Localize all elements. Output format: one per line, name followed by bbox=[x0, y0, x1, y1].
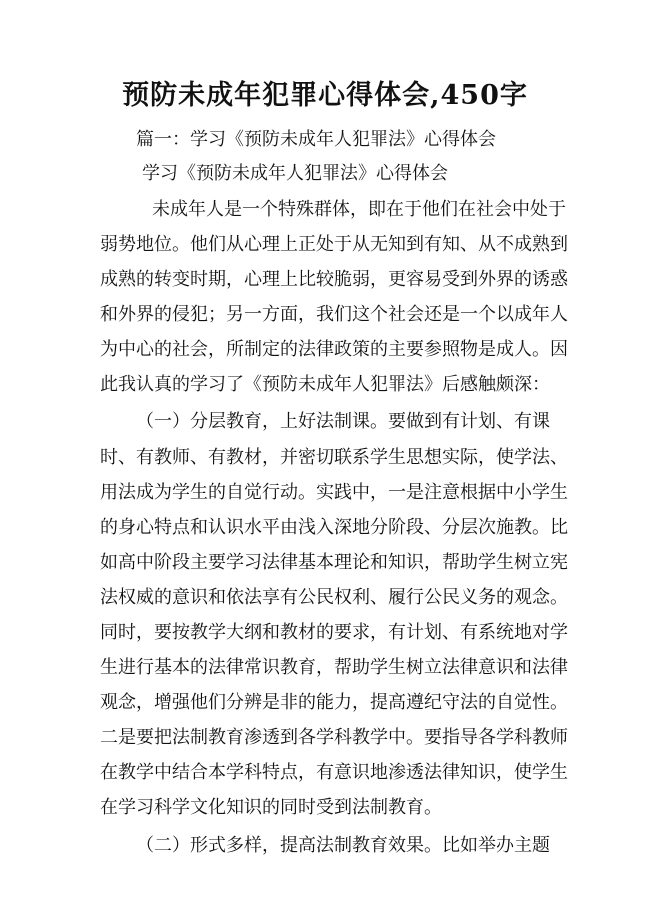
body-line-6: 此我认真的学习了《预防未成年人犯罪法》后感触颇深： bbox=[100, 374, 550, 395]
body-line-10: 的身心特点和认识水平由浅入深地分阶段、分层次施教。比 bbox=[100, 517, 568, 538]
body-line-18: 在学习科学文化知识的同时受到法制教育。 bbox=[100, 797, 442, 818]
body-line-19: （二）形式多样，提高法制教育效果。比如举办主题 bbox=[136, 835, 550, 856]
body-line-1: 未成年人是一个特殊群体，即在于他们在社会中处于 bbox=[152, 199, 566, 220]
body-line-14: 生进行基本的法律常识教育，帮助学生树立法律意识和法律 bbox=[100, 657, 568, 678]
document-title: 预防未成年犯罪心得体会,450字 bbox=[122, 80, 528, 111]
body-line-3: 成熟的转变时期，心理上比较脆弱，更容易受到外界的诱惑 bbox=[100, 269, 568, 290]
body-line-4: 和外界的侵犯；另一方面，我们这个社会还是一个以成年人 bbox=[100, 304, 568, 325]
body-line-9: 用法成为学生的自觉行动。实践中，一是注意根据中小学生 bbox=[100, 482, 568, 503]
body-line-5: 为中心的社会，所制定的法律政策的主要参照物是成人。因 bbox=[100, 339, 568, 360]
body-line-8: 时、有教师、有教材，并密切联系学生思想实际，使学法、 bbox=[100, 447, 568, 468]
body-line-11: 如高中阶段主要学习法律基本理论和知识，帮助学生树立宪 bbox=[100, 552, 568, 573]
body-line-15: 观念，增强他们分辨是非的能力，提高遵纪守法的自觉性。 bbox=[100, 692, 568, 713]
body-line-13: 同时，要按教学大纲和教材的要求，有计划、有系统地对学 bbox=[100, 622, 568, 643]
section-heading: 篇一：学习《预防未成年人犯罪法》心得体会 bbox=[136, 129, 496, 150]
body-line-17: 在教学中结合本学科特点，有意识地渗透法律知识，使学生 bbox=[100, 762, 568, 783]
body-line-7: （一）分层教育，上好法制课。要做到有计划、有课 bbox=[136, 411, 550, 432]
article-heading: 学习《预防未成年人犯罪法》心得体会 bbox=[142, 163, 448, 184]
body-line-16: 二是要把法制教育渗透到各学科教学中。要指导各学科教师 bbox=[100, 727, 568, 748]
body-line-12: 法权威的意识和依法享有公民权利、履行公民义务的观念。 bbox=[100, 587, 568, 608]
body-line-2: 弱势地位。他们从心理上正处于从无知到有知、从不成熟到 bbox=[100, 234, 568, 255]
